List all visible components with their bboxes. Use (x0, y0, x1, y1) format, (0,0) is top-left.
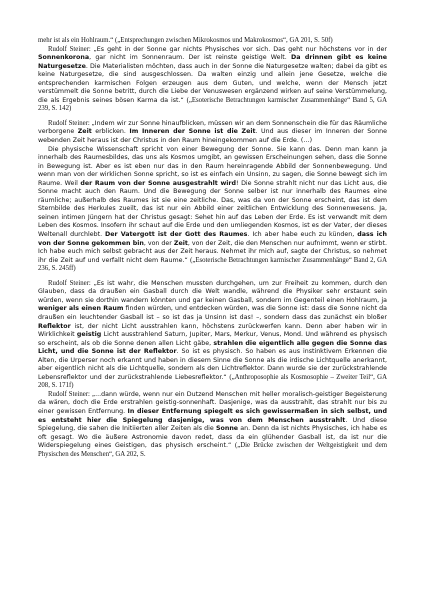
emphasis-text: Im Inneren der Sonne ist die Zeit (129, 128, 256, 136)
quote-text: . Die Materialisten möchten, dass auch in der Sonne die Naturgesetze walten; dabei da gibt es keine Naturgesetze, die sind ausgeschlossen. Da walten einzig und allein jene Gesetze, welche die entsprechenden karmischen Folgen erzeugen aus dem Guten, und welche, wenn der Mensch jetzt verstümmelt die Sonne betritt, durch die Liebe der Venuswesen ergänzend wirken auf seine Verstümmelung, die als Ergebnis seines bösen Karma da ist.“ (38, 62, 387, 104)
quote-text: Die physische Wissenschaft spricht von einer Bewegung der Sonne. Sie kann das. Denn man kann ja innerhalb des Raumesbildes, das uns als Kosmos umgibt, an gewissen Erscheinungen sehen, dass die Sonne in Bewegung ist. Aber es ist eben nur das in den Raum hereinragende Abbild der Sonnenbewegung. Und wenn man von der wirklichen Sonne spricht, so ist es einfach ein Unsinn, zu sagen, die Sonne bewegt sich im Raume. Weil (38, 145, 387, 187)
citation-text: Rudolf Steiner: (48, 119, 92, 127)
quote-paragraph (38, 146, 387, 274)
emphasis-text: weniger als einen Raum (38, 305, 124, 313)
emphasis-text: dass ich von der Sonne gekommen bin (38, 231, 387, 247)
emphasis-text: geistig (76, 331, 102, 339)
quote-text: . Und diese Spiegelung, die sahen die Initiierten aller Zeiten als die (38, 416, 387, 433)
citation-text: („Die Brücke zwischen der Weltgeistigkeit und dem Physischen des Menschen“, GA 202, S. (38, 442, 387, 458)
citation-text: Rudolf Steiner: (48, 279, 94, 287)
emphasis-text: Zeit (173, 239, 188, 247)
quote-paragraph (38, 280, 387, 391)
quote-text: . Und aus dieser im Inneren der Sonne webenden Zeit heraus ist der Christus in den Raum hineingekommen auf die Erde. (…) (38, 128, 387, 145)
citation-text: („Entsprechungen zwischen Mikrokosmos und Makrokosmos“, GA 201, S. 50f) (115, 37, 333, 44)
quote-text: . Ich aber habe euch zu künden, (247, 231, 358, 239)
emphasis-text: der Raum von der Sonne ausgestrahlt wird (80, 179, 237, 187)
citation-text: Rudolf Steiner: (48, 45, 94, 53)
quote-paragraph (38, 46, 387, 114)
quote-text: an. Denn da ist nichts Physisches, ich habe es oft gesagt. Wo die äußere Astronomie davon redet, dass da ein glühender Gasball ist, da ist nur die Widerspiegelung eines Geistigen, das physisch erscheint.“ (38, 425, 387, 450)
emphasis-text: Zeit (77, 128, 92, 136)
quote-paragraph (38, 391, 387, 459)
quote-text: , von der (143, 239, 174, 247)
quote-text: , gar nicht im Sonnenraum. Der ist reinste geistige Welt. (89, 54, 291, 62)
quote-text: „Es ist wahr, die Menschen mussten durchgehen, um zur Freiheit zu kommen, durch den Glauben, dass da draußen ein Gasball durch die Welt wandle, während die Physiker sehr erstaunt sein würden, wenn sie dorthin wandern könnten und gar keinen Gasball, sondern im Gegenteil einen Hohlraum, ja (38, 279, 388, 304)
emphasis-text: Reflektor (38, 322, 71, 330)
citation-text: mehr ist als ein Hohlraum.“ (38, 37, 116, 44)
quote-text: ! Die Sonne strahlt nicht nur das Licht aus, die Sonne macht auch den Raum. Und die Bewegung der Sonne selber ist nur innerhalb des Raumes eine räumliche; außerhalb des Raumes ist sie eine zeitliche. Das, was da von der Sonne erscheint, das ist dem Sternbilde des Herkules zueilt, das ist nur ein Abbild einer zeitlichen Entwicklung des Sonnenwesens. Ja, seinen intimen Jüngern hat der Christus gesagt: Sehet hin auf das Leben der Erde. Es ist verwandt mit dem Leben des Kosmos. Insofern ihr schaut auf die Erde und den umliegenden Kosmos, ist es der Vater, der dieses Weltenall durchlebt. (38, 179, 387, 239)
emphasis-text: Sonnenkorona (38, 54, 90, 62)
emphasis-text: Da drinnen gibt es keine Naturgesetze (38, 54, 387, 70)
quote-text: . So ist es physisch. So haben es aus instinktivem Erkennen die Alten, die Urperser noch erkannt und haben in diesem Sinne die Sonne als die irdische Lichtquelle anerkannt, aber eigentlich nicht als die Lichtquelle, sondern als den Lichtreflektor. Dann wurde sie der zurückstrahlende Lebensreflektor und der zurückstrahlende Liebesreflektor.“ (38, 348, 388, 381)
quote-paragraph (38, 37, 387, 46)
quote-text: , von der Zeit, die den Menschen nur aufnimmt, wenn er stirbt. Ich habe euch mich selbst gebracht aus der Zeit heraus. Nehmet ihr mich auf, sagte der Christus, so nehmet ihr die Zeit auf und verfallt nicht dem Raume.“ (38, 239, 387, 264)
citation-text: („Esoterische Betrachtungen karmischer Zusammenhänge“ Band 5, GA 239, S. 142) (38, 96, 387, 113)
quote-text: ist, der nicht Licht ausstrahlen kann, höchstens zurückwerfen kann. Denn aber haben wir in Wirklichkeit (38, 322, 387, 339)
quote-text: erblicken. (91, 128, 130, 136)
emphasis-text: strahlen die eigentlich alle gegen die Sonne das Licht, und die Sonne ist der Reflektor (38, 339, 388, 356)
quote-text: „...dann würde, wenn nur ein Dutzend Menschen mit heller moralisch-geistiger Begeisterung da wären, doch die Erde erstrahlen geistig-sonnenhaft. Dasjenige, was da ausstrahlt, das strahlt nur bis zu einer gewissen Entfernung. (38, 390, 387, 415)
citation-text: Rudolf Steiner: (48, 390, 92, 398)
quote-paragraph (38, 120, 387, 146)
citation-text: („Anthroposophie als Kosmosophie – Zweiter Teil“, GA 208, S. 171f) (38, 373, 387, 390)
emphasis-text: Sonne (215, 425, 239, 433)
quote-text: finden würden, und entdecken würden, was die Sonne ist: dass die Sonne nicht da draußen ein leuchtender Gasball ist – so ist das ja Unsinn ist das! –, sondern dass das zunächst ein bloßer (38, 305, 387, 321)
emphasis-text: In dieser Entfernung spiegelt es sich gewissermaßen in sich selbst, und es entsteht hier die Spiegelung dasjenige, was von dem Menschen ausstrahlt (38, 407, 387, 424)
quote-text: „Es geht in der Sonne gar nichts Physisches vor sich. Das geht nur höchstens vor in der (93, 45, 387, 53)
citation-text: („Esoterische Betrachtungen karmischer Zusammenhänge“ Band 2, GA 236, S. 245ff) (38, 256, 387, 273)
quote-text: Licht ausstrahlend Saturn, Jupiter, Mars, Merkur, Venus, Mond. Und während es physisch so erscheint, als ob die Sonne denen allen Licht gäbe, (38, 331, 388, 347)
quote-text: „Indem wir zur Sonne hinaufblicken, müssen wir an dem Sonnenschein die für das Räumliche verborgene (38, 119, 387, 136)
emphasis-text: Der Vatergott ist der Gott des Raumes (105, 231, 248, 239)
